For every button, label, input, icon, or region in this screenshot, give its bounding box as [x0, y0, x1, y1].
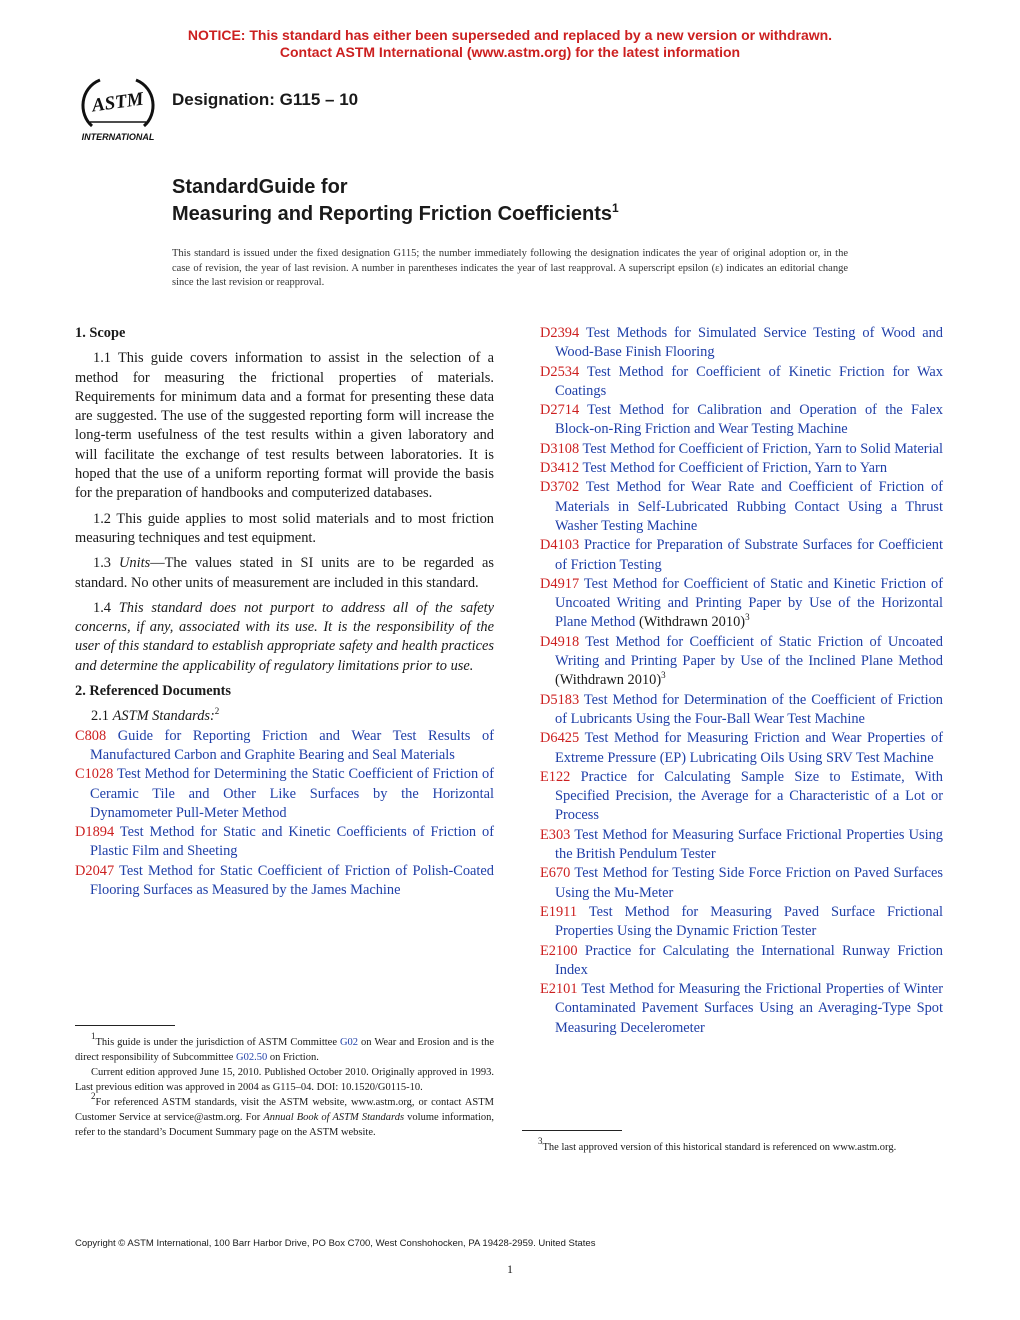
notice-line-1: NOTICE: This standard has either been superseded and replaced by a new version or withdrawn. — [187, 27, 833, 43]
reference-item[interactable] — [540, 363, 944, 402]
footnote-2-text-a: For referenced ASTM standards, visit the ASTM website, www.astm.org, or contact ASTM Customer Service at service@astm.org. For — [75, 1097, 494, 1123]
footnote-2 — [75, 1091, 494, 1140]
footnote-2-mark: 2 — [91, 1091, 96, 1102]
reference-item[interactable] — [540, 478, 943, 536]
preamble: This standard is issued under the fixed designation G115; the number immediately following the designation indicates the year of original adoption or, in the case of revision, the year of last revision. A number in parentheses indicates the year of last reapproval. A superscript epsilon (ε) indicates an editorial change since the last revision or reapproval. — [172, 248, 848, 289]
title-footnote-mark[interactable]: 1 — [612, 201, 619, 215]
footnote-3-text: The last approved version of this historical standard is referenced on www.astm.org. — [542, 1142, 897, 1153]
paragraph-1-1: 1.1 This guide covers information to assist in the selection of a method for measuring the frictional properties of materials. Requirements for minimum data and a format for presenting these data are suggested. The use of the suggested reporting form will increase the long-term usefulness of the test results within a given laboratory and will facilitate the exchange of test results between laboratories. It is hoped that the use of a uniform reporting format will provide the basis for the preparation of handbooks and computerized databases. — [75, 350, 494, 502]
reference-code[interactable]: E670 — [540, 865, 571, 882]
reference-item[interactable] — [540, 864, 944, 903]
reference-code[interactable]: D5183 — [540, 691, 580, 708]
reference-title[interactable]: Test Method for Coefficient of Friction, Yarn to Solid Material — [582, 440, 943, 457]
reference-item[interactable] — [540, 633, 943, 691]
reference-list-left — [75, 727, 494, 901]
left-column — [75, 324, 494, 900]
reference-code[interactable]: E2101 — [540, 981, 578, 998]
reference-title[interactable]: Practice for Preparation of Substrate Surfaces for Coefficient of Friction Testing — [555, 537, 943, 573]
paragraph-1-3-number: 1.3 — [93, 555, 119, 572]
reference-title[interactable]: Test Method for Measuring Friction and Wear Properties of Extreme Pressure (EP) Lubricating Oils Using SRV Test Machine — [555, 730, 943, 766]
paragraph-1-3 — [75, 554, 494, 593]
paragraph-1-3-text: —The values stated in SI units are to be regarded as standard. No other units of measurement are included in this standard. — [75, 555, 494, 591]
paragraph-1-2: 1.2 This guide applies to most solid materials and to most friction measuring techniques and test equipment. — [75, 510, 494, 546]
reference-item[interactable] — [75, 862, 494, 901]
reference-code[interactable]: D2394 — [540, 325, 580, 341]
footnote-1-text-a: This guide is under the jurisdiction of ASTM Committee — [95, 1037, 340, 1048]
reference-title[interactable]: Test Method for Measuring the Frictional Properties of Winter Contaminated Pavement Surfaces Using an Averaging-Type Spot Measuring Decelerometer — [555, 981, 944, 1036]
reference-title[interactable]: Guide for Reporting Friction and Wear Test Results of Manufactured Carbon and Graphite Bearing and Seal Materials — [90, 727, 494, 763]
reference-title[interactable]: Test Method for Measuring Paved Surface Frictional Properties Using the Dynamic Friction Tester — [555, 903, 943, 940]
reference-title[interactable]: Test Method for Testing Side Force Friction on Paved Surfaces Using the Mu-Meter — [555, 865, 944, 901]
subcommittee-link[interactable]: G02.50 — [235, 1051, 268, 1063]
subsection-title: ASTM Standards: — [112, 708, 215, 725]
paragraph-1-4-number: 1.4 — [93, 599, 119, 616]
reference-code[interactable]: D3702 — [540, 479, 580, 496]
title-line-1: StandardGuide for — [172, 176, 348, 198]
reference-title[interactable]: Test Method for Determination of the Coefficient of Friction of Lubricants Using the Four-Ball Wear Test Machine — [555, 691, 943, 727]
reference-item[interactable] — [75, 765, 495, 823]
reference-code[interactable]: C1028 — [75, 766, 114, 783]
reference-item[interactable] — [540, 401, 943, 440]
footnote-3-mark: 3 — [538, 1136, 543, 1146]
reference-item[interactable] — [540, 459, 943, 478]
reference-code[interactable]: D4103 — [540, 537, 580, 554]
astm-logo-icon — [74, 74, 162, 146]
reference-item[interactable] — [75, 823, 495, 862]
reference-item[interactable] — [540, 903, 943, 942]
reference-code[interactable]: E122 — [540, 768, 571, 785]
reference-code[interactable]: D2714 — [540, 402, 580, 419]
footnote-2-text-b: volume information, refer to the standard’s Document Summary page on the ASTM website. — [75, 1111, 494, 1138]
paragraph-1-4-text: This standard does not purport to address all of the safety concerns, if any, associated with its use. It is the responsibility of the user of this standard to establish appropriate safety and health practices and determine the applicability of regulatory limitations prior to use. — [75, 599, 494, 674]
reference-item[interactable] — [540, 536, 943, 575]
reference-item[interactable] — [540, 440, 943, 459]
paragraph-1-4 — [75, 599, 494, 676]
reference-item[interactable] — [540, 691, 943, 730]
footnotes-left — [75, 1031, 495, 1141]
document-title — [172, 174, 619, 228]
footnote-mark[interactable]: 3 — [661, 670, 666, 681]
reference-item[interactable] — [540, 942, 943, 981]
reference-code[interactable]: D4918 — [540, 633, 580, 650]
footnote-1 — [75, 1031, 495, 1065]
reference-code[interactable]: E303 — [540, 826, 571, 843]
reference-item[interactable] — [540, 575, 943, 633]
reference-item[interactable] — [75, 727, 494, 766]
reference-title[interactable]: Test Methods for Simulated Service Testing of Wood and Wood-Base Finish Flooring — [555, 325, 943, 361]
reference-code[interactable]: C808 — [75, 727, 107, 744]
section-heading-referenced-documents: 2. Referenced Documents — [75, 683, 231, 700]
reference-item[interactable] — [540, 768, 943, 826]
reference-item[interactable] — [540, 729, 943, 768]
reference-title[interactable]: Practice for Calculating the International Runway Friction Index — [555, 942, 943, 978]
reference-code[interactable]: D6425 — [540, 730, 580, 747]
reference-title[interactable]: Test Method for Coefficient of Friction, Yarn to Yarn — [582, 460, 888, 477]
title-text: Measuring and Reporting Friction Coefficients — [172, 203, 613, 225]
reference-title[interactable]: Test Method for Static Coefficient of Friction of Polish-Coated Flooring Surfaces as Measured by the James Machine — [90, 862, 494, 899]
footnote-1-mark: 1 — [91, 1031, 96, 1041]
reference-title[interactable]: Test Method for Coefficient of Static Friction of Uncoated Writing and Printing Paper by Use of the Inclined Plane Method — [555, 633, 943, 670]
superseded-notice — [0, 27, 1020, 61]
withdrawn-note: (Withdrawn 2010) — [635, 614, 746, 631]
paragraph-1-3-term: Units — [119, 555, 151, 572]
reference-code[interactable]: E2100 — [540, 942, 578, 959]
footnote-rule-left — [75, 1025, 175, 1026]
notice-line-2: Contact ASTM International (www.astm.org) for the latest information — [279, 44, 741, 60]
reference-code[interactable]: D1894 — [75, 824, 115, 841]
reference-title[interactable]: Test Method for Wear Rate and Coefficient of Friction of Materials in Self-Lubricated Rubbing Contact Using a Thrust Washer Testing Machine — [555, 479, 943, 534]
reference-code[interactable]: D2047 — [75, 862, 115, 879]
reference-code[interactable]: E1911 — [540, 903, 578, 920]
committee-link[interactable]: G02 — [339, 1037, 359, 1048]
withdrawn-note: (Withdrawn 2010) — [555, 672, 662, 689]
reference-list-right — [540, 324, 943, 1038]
footnote-3-paragraph — [522, 1136, 943, 1156]
page-number: 1 — [507, 1262, 513, 1276]
reference-code[interactable]: D2534 — [540, 363, 580, 380]
footnote-1-text-c: on Friction. — [267, 1051, 319, 1063]
subsection-number: 2.1 — [91, 708, 113, 725]
reference-title[interactable]: Test Method for Determining the Static Coefficient of Friction of Ceramic Tile and Other Like Surfaces by the Horizontal Dynamometer Pull-Meter Method — [90, 766, 495, 821]
reference-title[interactable]: Test Method for Coefficient of Kinetic Friction for Wax Coatings — [555, 363, 944, 399]
logo-mark-text: ASTM — [90, 88, 145, 117]
copyright-footer: Copyright © ASTM International, 100 Barr Harbor Drive, PO Box C700, West Conshohocken, PA 19428-2959. United States — [75, 1238, 596, 1249]
designation: Designation: G115 – 10 — [172, 90, 359, 109]
section-heading-scope: 1. Scope — [75, 325, 126, 341]
footnote-3 — [522, 1136, 943, 1157]
reference-title[interactable]: Practice for Calculating Sample Size to Estimate, With Specified Precision, the Average for a Characteristic of a Lot or Process — [555, 768, 943, 824]
reference-code[interactable]: D4917 — [540, 575, 580, 592]
logo-international-text: INTERNATIONAL — [81, 132, 155, 142]
subsection-footnote-mark[interactable]: 2 — [214, 706, 220, 717]
footnote-mark[interactable]: 3 — [745, 612, 750, 623]
reference-title[interactable]: Test Method for Coefficient of Static and Kinetic Friction of Uncoated Writing and Printing Paper by Use of the Horizontal Plane Method — [555, 575, 943, 631]
reference-title[interactable]: Test Method for Static and Kinetic Coefficients of Friction of Plastic Film and Sheeting — [90, 824, 495, 860]
footnote-2-book-title: Annual Book of ASTM Standards — [263, 1111, 405, 1123]
footnote-1-text-b: on Wear and Erosion and is the direct responsibility of Subcommittee — [75, 1037, 495, 1063]
reference-item[interactable] — [540, 826, 943, 865]
reference-title[interactable]: Test Method for Calibration and Operation of the Falex Block-on-Ring Friction and Wear Testing Machine — [555, 402, 943, 438]
reference-item[interactable] — [540, 980, 944, 1038]
reference-item[interactable] — [540, 324, 943, 363]
reference-title[interactable]: Test Method for Measuring Surface Frictional Properties Using the British Pendulum Tester — [555, 826, 943, 863]
footnote-1-edition: Current edition approved June 15, 2010. Published October 2010. Originally approved in 1993. Last previous edition was approved in 2004 as G115–04. DOI: 10.1520/G0115-10. — [75, 1067, 494, 1093]
reference-code[interactable]: D3412 — [540, 460, 580, 477]
reference-code[interactable]: D3108 — [540, 440, 580, 457]
subsection-astm-standards — [91, 707, 494, 726]
title-line-2 — [172, 201, 619, 228]
footnote-rule-right — [522, 1130, 622, 1131]
